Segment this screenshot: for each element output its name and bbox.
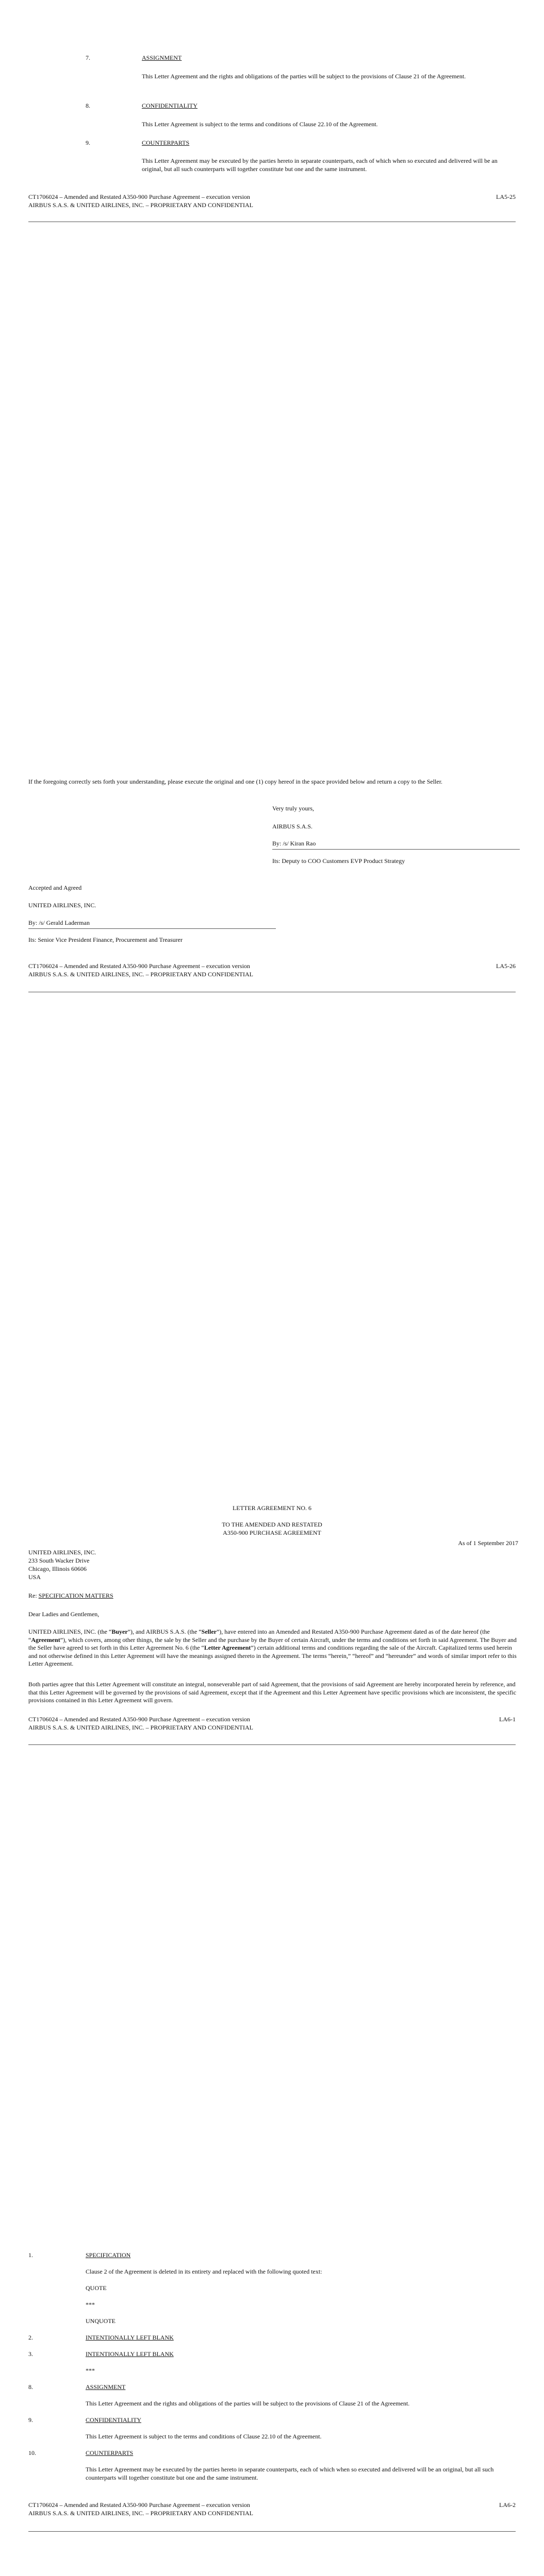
footer-line-1: CT1706024 – Amended and Restated A350-900 Purchase Agreement – execution version: [28, 1716, 250, 1723]
section-number: 10.: [28, 2449, 36, 2456]
letter-subtitle-1: TO THE AMENDED AND RESTATED: [222, 1521, 322, 1528]
redacted-marker: ***: [86, 2367, 95, 2374]
section-text-confidentiality: This Letter Agreement is subject to the terms and conditions of Clause 22.10 of the Agreement.: [86, 2433, 322, 2440]
defined-term-letter-agreement: Letter Agreement: [204, 1644, 251, 1652]
re-label: Re:: [28, 1592, 39, 1599]
page-number: LA6-1: [499, 1716, 516, 1723]
page-number: LA5-25: [496, 193, 516, 200]
buyer-name: UNITED AIRLINES, INC.: [28, 902, 96, 909]
section-number: 9.: [28, 2416, 33, 2424]
footer-line-1: CT1706024 – Amended and Restated A350-900 Purchase Agreement – execution version: [28, 2501, 250, 2509]
section-number: 8.: [86, 102, 90, 109]
integration-paragraph: Both parties agree that this Letter Agreement will constitute an integral, nonseverable part of said Agreement, that the provisions of said Agreement are hereby incorporated herein by reference, and that this Letter Agreement will be governed by the provisions of said Agreement, except that if the Agreement and this Letter Agreement have specific provisions which are inconsistent, the specific provisions contained in this Letter Agreement will govern.: [28, 1681, 517, 1704]
section-title-confidentiality: CONFIDENTIALITY: [86, 2416, 141, 2424]
section-number: 2.: [28, 2334, 33, 2341]
salutation: Dear Ladies and Gentlemen,: [28, 1611, 100, 1618]
defined-term-seller: Seller: [201, 1628, 217, 1635]
page-footer: [28, 962, 516, 978]
intro-text: ”), which covers, among other things, the sale by the Seller and the purchase by the Buyer of certain Aircraft, under the terms and conditions set forth in said Agreement. The Buyer and the Seller have agreed to set forth in this Letter Agreement No. 6 (the “: [28, 1636, 517, 1652]
defined-term-agreement: Agreement: [31, 1636, 60, 1643]
seller-signature: By: /s/ Kiran Rao: [272, 840, 316, 847]
page-number: LA5-26: [496, 962, 516, 970]
section-number: 3.: [28, 2350, 33, 2358]
address-line-3: Chicago, Illinois 60606: [28, 1565, 87, 1572]
section-title-specification: SPECIFICATION: [86, 2251, 131, 2259]
section-number: 9.: [86, 139, 90, 146]
footer-line-2: AIRBUS S.A.S. & UNITED AIRLINES, INC. – PROPRIETARY AND CONFIDENTIAL: [28, 970, 253, 978]
section-text-specification: Clause 2 of the Agreement is deleted in its entirety and replaced with the following quoted text:: [86, 2268, 322, 2275]
quote-marker: QUOTE: [86, 2284, 107, 2292]
very-truly-yours: Very truly yours,: [272, 805, 314, 812]
section-text-assignment: This Letter Agreement and the rights and obligations of the parties will be subject to the provisions of Clause 21 of the Agreement.: [142, 73, 466, 80]
section-text-counterparts: This Letter Agreement may be executed by the parties hereto in separate counterparts, each of which when so executed and delivered will be an original, but all such counterparts will together constitute but one and the same instrument.: [86, 2466, 494, 2481]
buyer-title: Its: Senior Vice President Finance, Procurement and Treasurer: [28, 936, 183, 943]
footer-line-1: CT1706024 – Amended and Restated A350-900 Purchase Agreement – execution version: [28, 193, 250, 200]
section-title-assignment: ASSIGNMENT: [86, 2383, 126, 2391]
intro-text: ”), have entered into an Amended and Restated A350-900 Purchase Agreement dated as of the date hereof (the “: [28, 1628, 490, 1643]
section-text-counterparts: This Letter Agreement may be executed by the parties hereto in separate counterparts, each of which when so executed and delivered will be an original, but all such counterparts will together constitute but one and the same instrument.: [142, 157, 498, 173]
intro-text: ”), and AIRBUS S.A.S. (the “: [127, 1628, 202, 1635]
defined-term-buyer: Buyer: [111, 1628, 128, 1635]
page-divider: [28, 1744, 516, 1745]
signature-intro: If the foregoing correctly sets forth your understanding, please execute the original and one (1) copy hereof in the space provided below and return a copy to the Seller.: [28, 778, 443, 785]
unquote-marker: UNQUOTE: [86, 2317, 116, 2325]
footer-line-1: CT1706024 – Amended and Restated A350-900 Purchase Agreement – execution version: [28, 962, 250, 970]
footer-line-2: AIRBUS S.A.S. & UNITED AIRLINES, INC. – PROPRIETARY AND CONFIDENTIAL: [28, 201, 253, 209]
letter-subtitle-2: A350-900 PURCHASE AGREEMENT: [223, 1529, 321, 1536]
section-title-confidentiality: CONFIDENTIALITY: [142, 102, 197, 109]
page-footer: [28, 1716, 516, 1732]
re-subject: SPECIFICATION MATTERS: [38, 1592, 113, 1599]
section-title-blank-2: INTENTIONALLY LEFT BLANK: [86, 2334, 174, 2341]
letter-date: As of 1 September 2017: [458, 1539, 518, 1547]
re-line: [28, 1592, 113, 1600]
section-text-confidentiality: This Letter Agreement is subject to the terms and conditions of Clause 22.10 of the Agreement.: [142, 121, 378, 128]
address-line-2: 233 South Wacker Drive: [28, 1557, 90, 1564]
seller-signature-line: [272, 849, 520, 850]
address-line-4: USA: [28, 1573, 41, 1581]
intro-paragraph: [28, 1628, 518, 1668]
section-title-blank-3: INTENTIONALLY LEFT BLANK: [86, 2350, 174, 2358]
page-divider: [28, 2531, 516, 2532]
seller-title: Its: Deputy to COO Customers EVP Product Strategy: [272, 857, 405, 865]
section-title-counterparts: COUNTERPARTS: [142, 139, 190, 146]
accepted-and-agreed: Accepted and Agreed: [28, 884, 82, 891]
intro-text: UNITED AIRLINES, INC. (the “: [28, 1628, 112, 1635]
intro-text: ”) certain additional terms and conditions regarding the sale of the Aircraft. Capitalized terms used herein and not otherwise defined in this Letter Agreement will have the meanings assigned thereto in the Agreement. The terms “herein,” “hereof” and “hereunder” and words of similar import refer to this Letter Agreement.: [28, 1644, 517, 1668]
page-number: LA6-2: [499, 2501, 516, 2509]
page-footer: [28, 2501, 516, 2517]
section-number: 7.: [86, 54, 90, 61]
section-text-assignment: This Letter Agreement and the rights and obligations of the parties will be subject to the provisions of Clause 21 of the Agreement.: [86, 2400, 410, 2407]
page-footer: [28, 193, 516, 209]
buyer-signature: By: /s/ Gerald Laderman: [28, 919, 90, 926]
section-number: 8.: [28, 2383, 33, 2391]
section-number: 1.: [28, 2251, 33, 2259]
redacted-marker: ***: [86, 2301, 95, 2308]
footer-line-2: AIRBUS S.A.S. & UNITED AIRLINES, INC. – PROPRIETARY AND CONFIDENTIAL: [28, 2509, 253, 2517]
letter-title: LETTER AGREEMENT NO. 6: [232, 1504, 312, 1512]
seller-name: AIRBUS S.A.S.: [272, 823, 313, 830]
buyer-signature-line: [28, 928, 276, 929]
section-title-counterparts: COUNTERPARTS: [86, 2449, 134, 2456]
address-line-1: UNITED AIRLINES, INC.: [28, 1549, 96, 1556]
section-title-assignment: ASSIGNMENT: [142, 54, 182, 61]
footer-line-2: AIRBUS S.A.S. & UNITED AIRLINES, INC. – PROPRIETARY AND CONFIDENTIAL: [28, 1723, 253, 1731]
